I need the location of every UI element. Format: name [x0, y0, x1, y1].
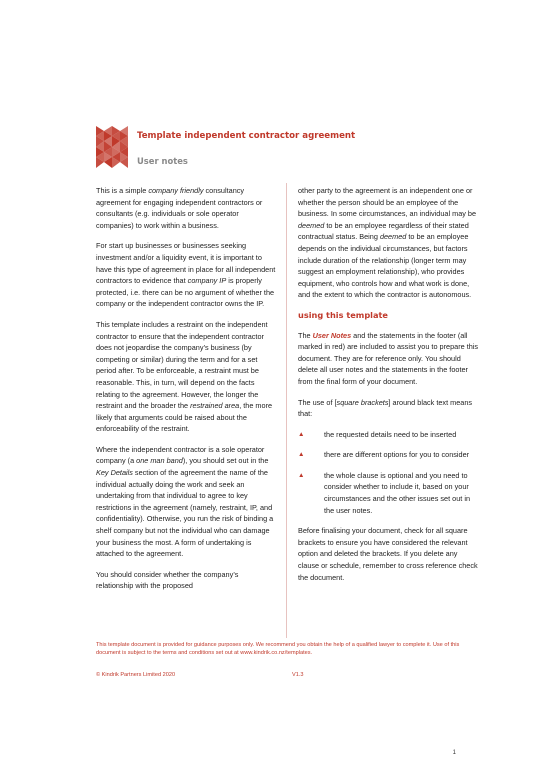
text-run: Where the independent contractor is a sole operator company (a: [96, 444, 265, 466]
text-run: to be an employee depends on the individual circumstances, but factors include duration of the relationship (longer term may suggest an employment relationship), who provides equipment, who controls how and what work is done, and the extent to which the contractor is autonomous.: [298, 232, 472, 300]
text-run: This template includes a restraint on the independent contractor to ensure that the independent contractor does not jeopardise the company’s business (by competing or similar) during the term and for a set period after. To be enforceable, a restraint must be reasonable. This, in turn, will depend on the facts relating to the agreement. However, the longer the restraint and the broader the: [96, 319, 268, 411]
red-triangle-icon: ▲: [298, 430, 305, 438]
footer-disclaimer: This template document is provided for guidance purposes only. We recommend you obtain the help of a qualified lawyer to complete it. Use of this document is subject to the terms and conditions set out at www.kindrik.co.nz/templates.: [96, 642, 460, 657]
red-triangle-icon: ▲: [298, 471, 305, 479]
italic-term: Key Details: [96, 468, 133, 478]
text-run: is properly protected, i.e. there can be no argument of whether the company or the independent contractor owns the IP.: [96, 276, 275, 309]
footer-copyright: © Kindrik Partners Limited 2020: [96, 672, 176, 678]
paragraph-restraint: [96, 319, 276, 435]
user-notes-term: User Notes: [312, 330, 352, 340]
text-run: and the statements in the footer (all marked in red) are included to assist you to prepare this document. They are for reference only. You should delete all user notes and the statements in the footer from the final form of your document.: [298, 330, 479, 386]
document-subtitle: User notes: [137, 156, 188, 166]
list-item: [298, 470, 480, 516]
bullet-list: [298, 429, 480, 517]
italic-term: company friendly: [148, 186, 204, 195]
paragraph-startups: [96, 240, 276, 310]
text-run: The: [298, 330, 313, 340]
left-column: [96, 185, 276, 601]
list-item: [298, 449, 480, 461]
section-heading: using this template: [298, 309, 388, 320]
text-run: This is a simple: [96, 186, 149, 195]
column-divider: [286, 183, 287, 638]
document-title: Template independent contractor agreement: [137, 131, 356, 141]
paragraph-intro: [96, 185, 276, 231]
italic-term: one man band: [136, 456, 183, 466]
text-run: other party to the agreement is an independent one or whether the person should be an employee of the business. In some circumstances, an individual may be: [298, 186, 477, 219]
footer-version: V1.3: [292, 672, 304, 678]
text-run: For start up businesses or businesses seeking investment and/or a liquidity event, it is important to have this type of agreement in place for all independent contractors to evidence that: [96, 241, 276, 286]
paragraph-user-notes: [298, 330, 480, 388]
right-column: [298, 185, 480, 592]
text-run: to be an employee regardless of their stated contractual status. Being: [298, 220, 469, 242]
list-item: [298, 429, 480, 441]
list-item-text: there are different options for you to consider: [324, 450, 470, 460]
text-run: ] around black text means that:: [298, 397, 473, 419]
text-run: ), you should set out in the: [182, 456, 269, 466]
list-item-text: the requested details need to be inserted: [324, 429, 457, 439]
italic-term: restrained area: [190, 401, 240, 411]
red-diamond-pattern-icon: [96, 126, 128, 168]
red-triangle-icon: ▲: [298, 451, 305, 459]
page-number: 1: [452, 750, 456, 756]
italic-term: company IP: [187, 276, 227, 286]
paragraph-deemed-employee: [298, 185, 480, 301]
paragraph-finalising: Before finalising your document, check for all square brackets to ensure you have considered the relevant option and deleted the brackets. If you delete any clause or schedule, remember to cross reference check the document.: [298, 526, 478, 582]
italic-term: deemed: [379, 232, 407, 242]
paragraph-square-brackets: [298, 397, 480, 420]
text-run: , the more likely that arguments could be raised about the enforceability of the restraint.: [96, 401, 273, 434]
italic-term: square brackets: [336, 397, 389, 407]
text-run: The use of [: [298, 397, 337, 407]
list-item-text: the whole clause is optional and you need to consider whether to include it, based on your circumstances and the other issues set out in the user notes.: [324, 470, 471, 515]
text-run: consultancy agreement for engaging independent contractors or consultants (e.g. individuals or sole operator companies) to work within a business.: [96, 186, 263, 230]
paragraph-sole-operator: [96, 444, 276, 560]
paragraph-relationship: You should consider whether the company’s relationship with the proposed: [96, 569, 239, 591]
text-run: section of the agreement the name of the individual actually doing the work and seek an undertaking from that individual to agree to key restrictions in the agreement (namely, restraint, IP, and confidentiality). Otherwise, you run the risk of binding a shelf company but not the individual who can damage your business the most. A form of undertaking is attached to the agreement.: [96, 468, 274, 559]
italic-term: deemed: [298, 220, 325, 230]
